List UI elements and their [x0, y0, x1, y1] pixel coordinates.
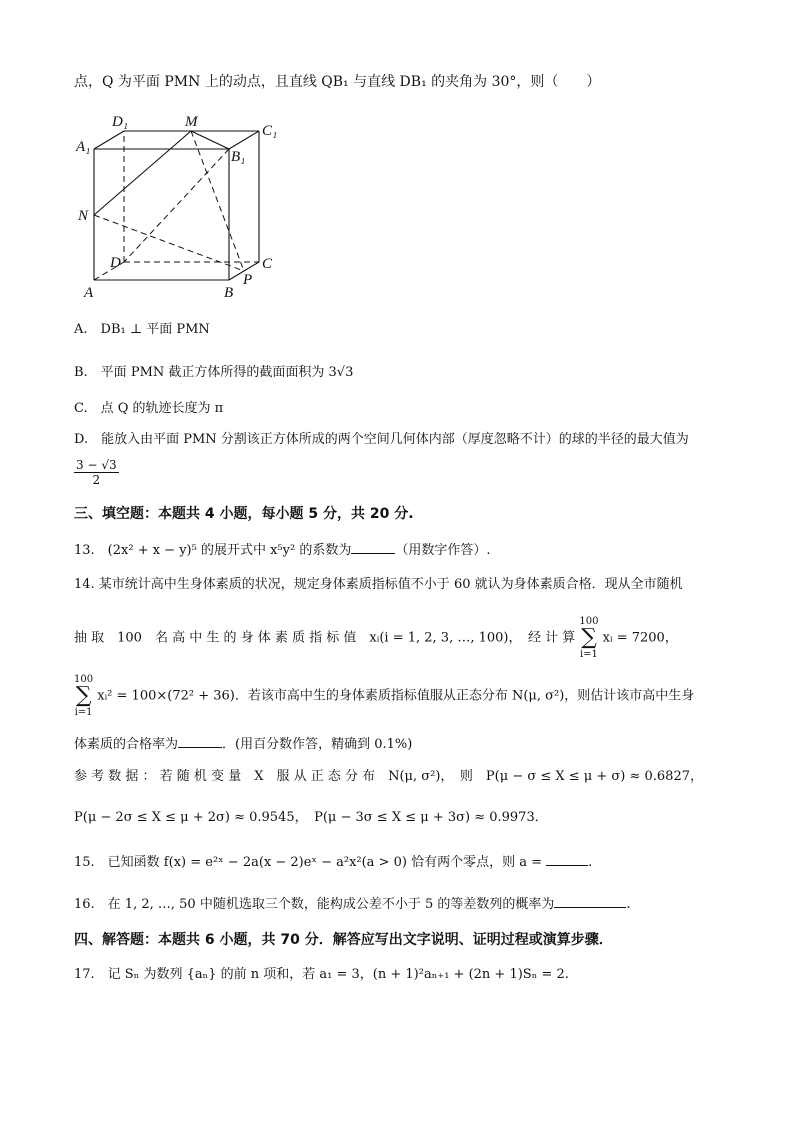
label-D: D [110, 255, 121, 271]
edge-B1-C1 [229, 131, 259, 149]
label-P: P [243, 272, 253, 288]
q13-answer-blank [351, 539, 395, 554]
q12-option-d-fraction [74, 458, 119, 487]
sum2-upper: 100 [74, 674, 94, 685]
label-D1: D₁ [112, 114, 129, 130]
q15-answer-blank [546, 851, 588, 866]
fraction-numerator: 3 − √3 [76, 458, 117, 472]
q14-sum1-expr: xᵢ = 7200， [602, 630, 678, 646]
q16-prefix: 16. 在 1, 2, …, 50 中随机选取三个数，能构成公差不小于 5 的等差数列的概率为 [74, 897, 555, 912]
q15-suffix: . [588, 855, 593, 870]
q15 [74, 851, 592, 873]
q13-suffix: （用数字作答）. [395, 543, 491, 558]
q12-option-b: B. 平面 PMN 截正方体所得的截面面积为 3√3 [74, 365, 354, 380]
q13-prefix: 13. (2x² + x − y)⁵ 的展开式中 x⁵y² 的系数为 [74, 543, 352, 558]
label-B: B [224, 285, 234, 301]
q14-line4-suffix: ．(用百分数作答，精确到 0.1%) [222, 737, 413, 752]
label-C: C [262, 256, 273, 272]
sum1-lower: i=1 [579, 649, 598, 660]
q14-line2 [74, 616, 678, 660]
sum2-lower: i=1 [74, 707, 93, 718]
section-3-heading: 三、填空题：本题共 4 小题，每小题 5 分，共 20 分. [74, 506, 414, 522]
q16-answer-blank [554, 893, 626, 908]
q14-reference-1: 参 考 数 据 ： 若 随 机 变 量 X 服 从 正 态 分 布 N(μ, σ²)， 则 P(μ − σ ≤ X ≤ μ + σ) ≈ 0.6827， [74, 769, 703, 784]
q14-sum2-expr: xᵢ² = 100×(72² + 36)．若该市高中生的身体素质指标值服从正态分布 N(μ, σ²)，则估计该市高中生身 [97, 688, 695, 704]
label-M: M [185, 114, 198, 130]
q15-prefix: 15. 已知函数 f(x) = e²ˣ − 2a(x − 2)eˣ − a²x²(a > 0) 恰有两个零点，则 a = [74, 855, 547, 870]
sigma-icon: ∑ [75, 683, 92, 708]
q14-line2-text: 抽 取 100 名 高 中 生 的 身 体 素 质 指 标 值 xᵢ(i = 1, 2, 3, …, 100)， 经 计 算 [74, 630, 576, 646]
segment-M-N [94, 131, 191, 215]
q16 [74, 893, 631, 915]
cube-figure [74, 108, 294, 308]
q14-line4-text: 体素质的合格率为 [74, 737, 179, 752]
q13 [74, 539, 490, 561]
segment-M-B1 [191, 131, 229, 149]
label-N: N [78, 208, 89, 224]
q12-stem: 点，Q 为平面 PMN 上的动点，且直线 QB₁ 与直线 DB₁ 的夹角为 30°，则（ ） [74, 74, 601, 90]
label-A: A [84, 285, 94, 301]
q17: 17. 记 Sₙ 为数列 {aₙ} 的前 n 项和，若 a₁ = 3，(n + 1)²aₙ₊₁ + (2n + 1)Sₙ = 2. [74, 967, 569, 982]
q16-suffix: . [626, 897, 631, 912]
q14-reference-2: P(μ − 2σ ≤ X ≤ μ + 2σ) ≈ 0.9545， P(μ − 3σ ≤ X ≤ μ + 3σ) ≈ 0.9973． [74, 810, 548, 825]
q12-option-d: D. 能放入由平面 PMN 分割该正方体所成的两个空间几何体内部（厚度忽略不计）的球的半径的最大值为 [74, 432, 689, 447]
section-4-heading: 四、解答题：本题共 6 小题，共 70 分．解答应写出文字说明、证明过程或演算步骤． [74, 932, 613, 948]
label-A1: A₁ [76, 139, 91, 155]
label-C1: C₁ [262, 123, 278, 139]
segment-B1-D [124, 149, 229, 262]
q12-option-a: A. DB₁ ⊥ 平面 PMN [74, 322, 210, 337]
q14-line4 [74, 733, 412, 755]
q12-option-c: C. 点 Q 的轨迹长度为 π [74, 401, 224, 416]
sum-symbol-1 [579, 616, 598, 660]
sum-symbol-2 [74, 674, 93, 718]
label-B1: B₁ [231, 149, 246, 165]
q14-line1: 14. 某市统计高中生身体素质的状况，规定身体素质指标值不小于 60 就认为身体素质合格．现从全市随机 [74, 577, 683, 592]
sigma-icon: ∑ [581, 625, 597, 650]
q14-line3 [74, 674, 695, 718]
edge-A1-D1 [94, 131, 124, 149]
sum1-upper: 100 [579, 616, 599, 627]
fraction-denominator: 2 [92, 473, 101, 487]
q14-answer-blank [178, 733, 222, 748]
